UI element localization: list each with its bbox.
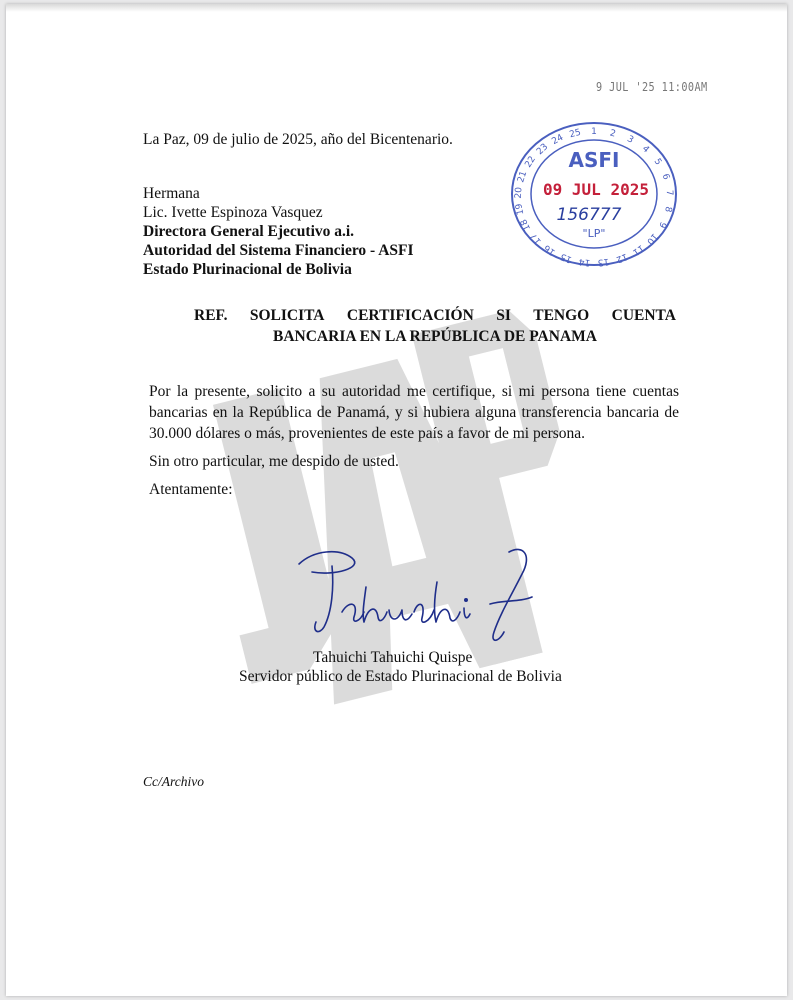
reception-time-stamp: 9 JUL '25 11:00AM (596, 80, 708, 94)
place-date-line: La Paz, 09 de julio de 2025, año del Bicentenario. (143, 131, 453, 148)
seal-ring-digit: 22 (523, 154, 539, 170)
seal-ring-digit: 2 (608, 128, 617, 140)
ref-word: SI (496, 307, 511, 324)
seal-ring-digit: 20 (513, 186, 525, 199)
seal-ring-digit: 11 (630, 242, 646, 258)
body-paragraph-1: Por la presente, solicito a su autoridad me certifique, si mi persona tiene cuentas bancarias en la República de Panamá, y si hubiera alguna transferencia bancaria de 30.000 dólares o más, provenientes de este país a favor de mi persona. (149, 383, 679, 442)
body-paragraph-2: Sin otro particular, me despido de usted. (149, 453, 399, 470)
addressee-state: Estado Plurinacional de Bolivia (143, 261, 352, 278)
document-page (6, 4, 787, 996)
seal-ring-digit: 15 (559, 250, 574, 265)
seal-ring-digit: 9 (656, 219, 668, 230)
seal-ring-digit: 3 (625, 134, 636, 146)
seal-ring-digit: 25 (568, 127, 583, 141)
ref-word: SOLICITA (249, 307, 325, 324)
reference-line-1 (194, 307, 676, 325)
seal-office: "LP" (582, 227, 606, 240)
seal-ring-digit: 8 (662, 205, 674, 213)
seal-ring-digit: 23 (535, 142, 551, 158)
seal-ring-digit: 13 (597, 255, 610, 268)
addressee-position: Directora General Ejecutivo a.i. (143, 223, 355, 240)
signatory-title: Servidor público de Estado Plurinacional de Bolivia (239, 668, 562, 685)
seal-ring-digit: 6 (659, 172, 671, 182)
reference-subject (194, 307, 676, 346)
seal-ring-digit: 5 (651, 157, 664, 168)
asfi-received-seal (509, 120, 679, 268)
addressee-organization: Autoridad del Sistema Financiero - ASFI (143, 242, 414, 259)
reference-line-2: BANCARIA EN LA REPÚBLICA DE PANAMA (273, 328, 597, 345)
seal-ring-digit: 12 (614, 250, 629, 265)
seal-ring-digit: 16 (542, 242, 558, 258)
seal-ring-digit: 24 (550, 132, 566, 148)
seal-ring-digit: 14 (578, 255, 591, 268)
seal-ring-digit: 10 (644, 230, 660, 247)
ref-word: CUENTA (611, 307, 676, 324)
seal-ring-digit: 18 (519, 217, 534, 232)
handwritten-signature (294, 542, 554, 652)
addressee-salutation: Hermana (143, 185, 200, 202)
seal-ring-digit: 17 (528, 230, 544, 247)
seal-number: 156777 (556, 205, 622, 225)
seal-ring-digit: 21 (516, 169, 530, 184)
seal-agency-label: ASFI (568, 148, 620, 172)
seal-ring-digit: 7 (663, 189, 675, 197)
seal-ring-digit: 4 (639, 144, 651, 156)
signatory-name: Tahuichi Tahuichi Quispe (313, 649, 473, 666)
cc-archive: Cc/Archivo (143, 774, 204, 789)
seal-ring-digit: 19 (514, 202, 527, 216)
ref-word: REF. (194, 307, 228, 324)
addressee-name: Lic. Ivette Espinoza Vasquez (143, 204, 323, 221)
seal-ring-digit: 1 (591, 127, 597, 137)
closing-line: Atentamente: (149, 481, 233, 498)
seal-date: 09 JUL 2025 (543, 180, 649, 199)
scan-top-edge (6, 4, 787, 12)
ref-word: TENGO (533, 307, 590, 324)
ref-word: CERTIFICACIÓN (346, 307, 474, 324)
